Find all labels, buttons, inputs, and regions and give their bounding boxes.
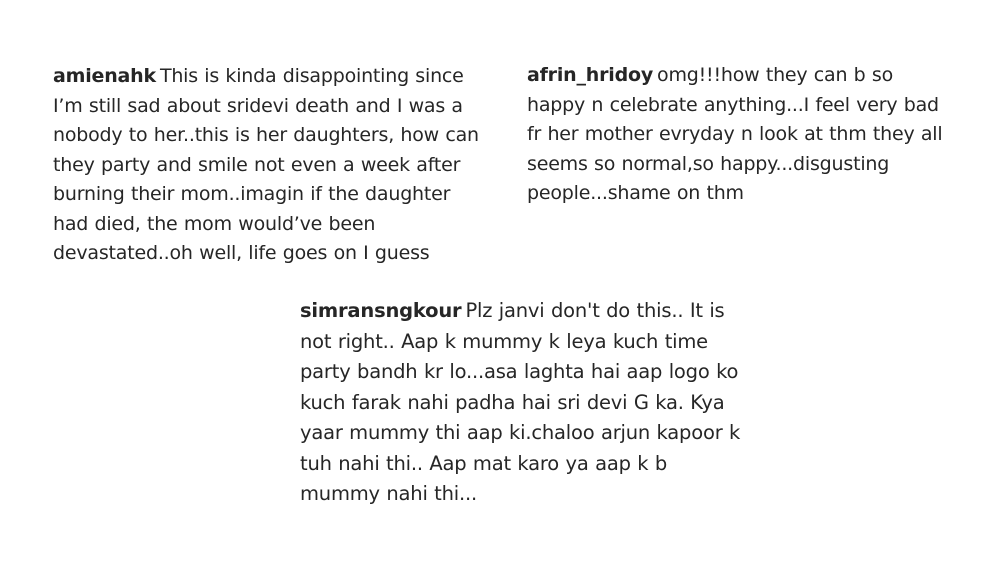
comment-amienahk [53, 62, 483, 269]
comment-text: omg!!!how they can b so happy n celebrate anything...I feel very bad fr her mother evryday n look at thm they all seems so normal,so happy...disgusting people...shame on thm [527, 64, 943, 204]
comment-text: This is kinda disappointing since I’m still sad about sridevi death and I was a nobody to her..this is her daughters, how can they party and smile not even a week after burning their mom..imagin if the daughter had died, the mom would’ve been devastated..oh well, life goes on I guess [53, 65, 479, 264]
comment-text: Plz janvi don't do this.. It is not right.. Aap k mummy k leya kuch time party bandh kr lo...asa laghta hai aap logo ko kuch farak nahi padha hai sri devi G ka. Kya yaar mummy thi aap ki.chaloo arjun kapoor k tuh nahi thi.. Aap mat karo ya aap k b mummy nahi thi... [300, 299, 741, 505]
comment-username[interactable]: amienahk [53, 65, 156, 87]
comment-afrin-hridoy [527, 61, 957, 209]
comment-simransngkour [300, 296, 750, 510]
comment-username[interactable]: afrin_hridoy [527, 64, 654, 86]
comment-username[interactable]: simransngkour [300, 299, 462, 322]
